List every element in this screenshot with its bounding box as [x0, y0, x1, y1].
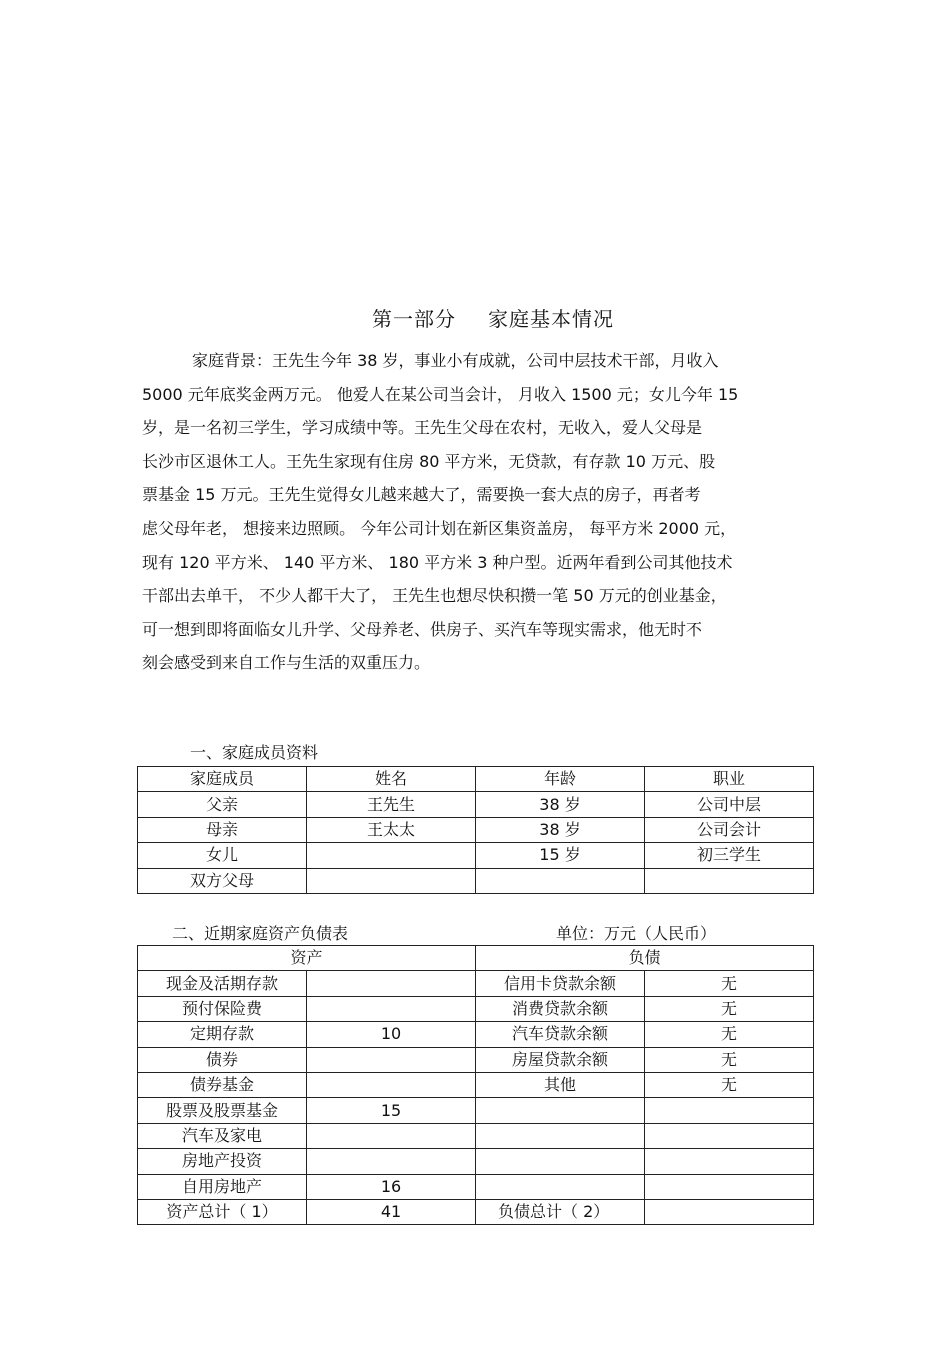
asset-value: 16 [307, 1174, 476, 1199]
asset-name: 股票及股票基金 [138, 1098, 307, 1123]
liability-value: 无 [645, 1047, 814, 1072]
table-row [138, 996, 814, 1021]
asset-value: 15 [307, 1098, 476, 1123]
family-members-table [137, 766, 814, 894]
liability-value [645, 1174, 814, 1199]
paragraph-line: 虑父母年老， 想接来边照顾。 今年公司计划在新区集资盖房， 每平方米 2000 元， [142, 518, 737, 538]
table-row [138, 1098, 814, 1123]
asset-name: 现金及活期存款 [138, 971, 307, 996]
liability-name: 信用卡贷款余额 [476, 971, 645, 996]
table-cell [476, 868, 645, 893]
paragraph-line: 岁，是一名初三学生，学习成绩中等。王先生父母在农村，无收入，爱人父母是 [142, 418, 703, 438]
table-cell: 父亲 [138, 792, 307, 817]
liability-name: 消费贷款余额 [476, 996, 645, 1021]
paragraph-line: 干部出去单干， 不少人都干大了， 王先生也想尽快积攒一笔 50 万元的创业基金， [142, 586, 727, 606]
liability-value: 无 [645, 971, 814, 996]
table-row [138, 792, 814, 817]
title-name: 家庭基本情况 [488, 307, 614, 331]
header-cell: 姓名 [307, 767, 476, 792]
table-cell: 38 岁 [476, 792, 645, 817]
liability-value: 无 [645, 1072, 814, 1097]
liability-name: 汽车贷款余额 [476, 1022, 645, 1047]
table-header-row [138, 946, 814, 971]
paragraph-line: 现有 120 平方米、 140 平方米、 180 平方米 3 种户型。近两年看到公司其他技术 [142, 552, 733, 572]
table-cell [307, 843, 476, 868]
table-row [138, 1174, 814, 1199]
asset-name: 债券 [138, 1047, 307, 1072]
liability-value: 无 [645, 996, 814, 1021]
asset-value [307, 1047, 476, 1072]
asset-total-value: 41 [307, 1199, 476, 1224]
table-row [138, 817, 814, 842]
assets-header: 资产 [138, 946, 476, 971]
asset-value: 10 [307, 1022, 476, 1047]
paragraph-line: 5000 元年底奖金两万元。 他爱人在某公司当会计， 月收入 1500 元；女儿今年 15 [142, 384, 739, 404]
table-row [138, 868, 814, 893]
table-row [138, 1123, 814, 1148]
paragraph-line: 家庭背景：王先生今年 38 岁，事业小有成就，公司中层技术干部，月收入 [192, 351, 719, 370]
asset-name: 自用房地产 [138, 1174, 307, 1199]
asset-name: 房地产投资 [138, 1149, 307, 1174]
paragraph-line: 刻会感受到来自工作与生活的双重压力。 [142, 653, 431, 673]
table-row [138, 843, 814, 868]
table-row [138, 1072, 814, 1097]
table-cell [645, 868, 814, 893]
table-cell: 母亲 [138, 817, 307, 842]
background-paragraph [142, 344, 822, 680]
asset-value [307, 996, 476, 1021]
liability-name [476, 1174, 645, 1199]
table-cell: 王太太 [307, 817, 476, 842]
header-cell: 年龄 [476, 767, 645, 792]
section2-heading: 二、近期家庭资产负债表 [172, 924, 349, 943]
liability-name [476, 1098, 645, 1123]
asset-total-label: 资产总计（ 1） [138, 1199, 307, 1224]
table-cell: 公司中层 [645, 792, 814, 817]
table-cell: 初三学生 [645, 843, 814, 868]
asset-value [307, 1149, 476, 1174]
asset-value [307, 1123, 476, 1148]
liability-value [645, 1149, 814, 1174]
asset-name: 债券基金 [138, 1072, 307, 1097]
unit-label: 单位：万元（人民币） [556, 924, 717, 943]
asset-name: 预付保险费 [138, 996, 307, 1021]
liabilities-header: 负债 [476, 946, 814, 971]
paragraph-line: 长沙市区退休工人。王先生家现有住房 80 平方米，无贷款，有存款 10 万元、股 [142, 451, 716, 471]
table-row [138, 1047, 814, 1072]
liability-value: 无 [645, 1022, 814, 1047]
asset-value [307, 971, 476, 996]
table-row [138, 971, 814, 996]
table-total-row [138, 1199, 814, 1224]
table-cell: 王先生 [307, 792, 476, 817]
table-cell: 女儿 [138, 843, 307, 868]
table-header-row [138, 767, 814, 792]
liability-value [645, 1098, 814, 1123]
asset-name: 汽车及家电 [138, 1123, 307, 1148]
header-cell: 家庭成员 [138, 767, 307, 792]
table-cell: 公司会计 [645, 817, 814, 842]
liability-name [476, 1123, 645, 1148]
liability-value [645, 1123, 814, 1148]
liability-name [476, 1149, 645, 1174]
title-part: 第一部分 [372, 307, 456, 331]
table-cell: 15 岁 [476, 843, 645, 868]
liability-total-label: 负债总计（ 2） [476, 1199, 645, 1224]
table-row [138, 1149, 814, 1174]
asset-name: 定期存款 [138, 1022, 307, 1047]
asset-value [307, 1072, 476, 1097]
header-cell: 职业 [645, 767, 814, 792]
liability-name: 其他 [476, 1072, 645, 1097]
section1-heading: 一、家庭成员资料 [190, 743, 319, 762]
liability-total-value [645, 1199, 814, 1224]
page-title [0, 303, 950, 332]
liability-name: 房屋贷款余额 [476, 1047, 645, 1072]
table-cell: 38 岁 [476, 817, 645, 842]
paragraph-line: 票基金 15 万元。王先生觉得女儿越来越大了，需要换一套大点的房子，再者考 [142, 485, 701, 505]
balance-sheet-table [137, 945, 814, 1225]
table-cell: 双方父母 [138, 868, 307, 893]
table-row [138, 1022, 814, 1047]
table-cell [307, 868, 476, 893]
paragraph-line: 可一想到即将面临女儿升学、父母养老、供房子、买汽车等现实需求，他无时不 [142, 619, 703, 639]
